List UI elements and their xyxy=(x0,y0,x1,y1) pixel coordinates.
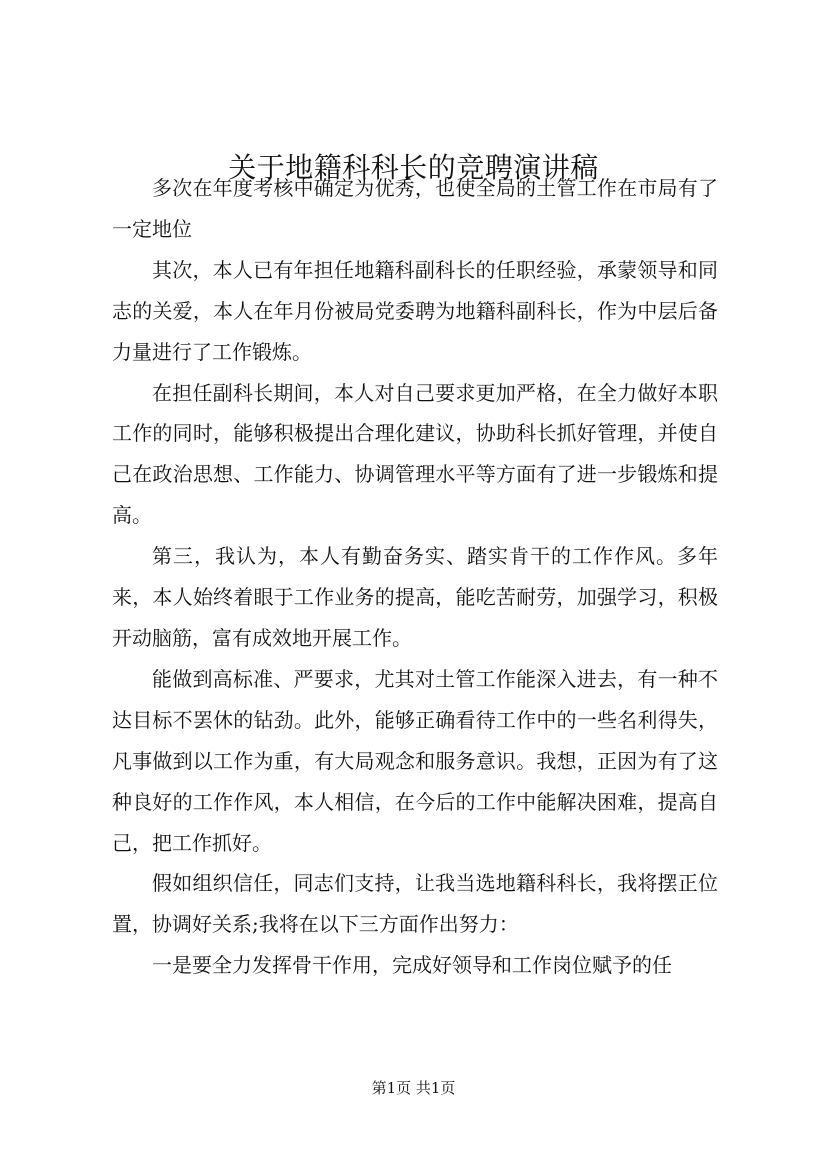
paragraph-1: 多次在年度考核中确定为优秀，也使全局的土管工作在市局有了一定地位 xyxy=(112,176,718,241)
paragraph-4: 第三，我认为，本人有勤奋务实、踏实肯干的工作作风。多年来，本人始终着眼于工作业务的提高，能吃苦耐劳，加强学习，积极开动脑筋，富有成效地开展工作。 xyxy=(112,544,718,650)
document-title: 关于地籍科科长的竞聘演讲稿 xyxy=(228,151,599,184)
paragraph-5: 能做到高标准、严要求，尤其对土管工作能深入进去，有一种不达目标不罢休的钻劲。此外，能够正确看待工作中的一些名利得失，凡事做到以工作为重，有大局观念和服务意识。我想，正因为有了这种良好的工作作风，本人相信，在今后的工作中能解决困难，提高自己，把工作抓好。 xyxy=(112,666,718,855)
page-number: 第1页 共1页 xyxy=(371,1079,456,1097)
paragraph-3: 在担任副科长期间，本人对自己要求更加严格，在全力做好本职工作的同时，能够积极提出合理化建议，协助科长抓好管理，并使自己在政治思想、工作能力、协调管理水平等方面有了进一步锻炼和提高。 xyxy=(112,380,718,528)
paragraph-7: 一是要全力发挥骨干作用，完成好领导和工作岗位赋予的任 xyxy=(152,953,672,978)
paragraph-2: 其次，本人已有年担任地籍科副科长的任职经验，承蒙领导和同志的关爱，本人在年月份被局党委聘为地籍科副科长，作为中层后备力量进行了工作锻炼。 xyxy=(112,257,718,364)
paragraph-6: 假如组织信任，同志们支持，让我当选地籍科科长，我将摆正位置，协调好关系;我将在以下三方面作出努力： xyxy=(112,871,718,937)
document-body xyxy=(112,168,718,986)
